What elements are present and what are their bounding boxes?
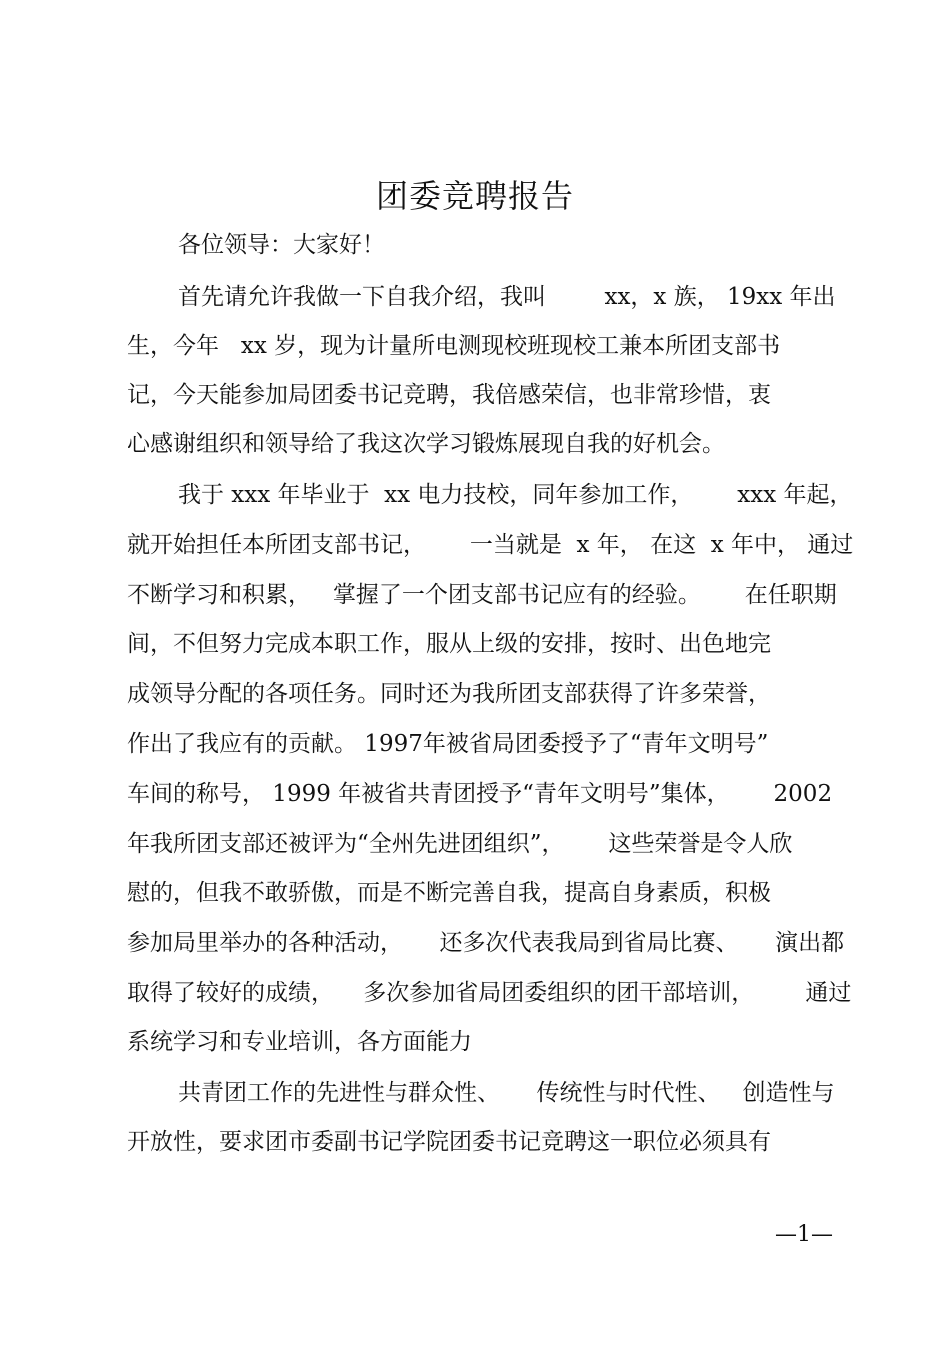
greeting-line: 各位领导：大家好！: [178, 232, 385, 258]
body-line: 参加局里举办的各种活动， 还多次代表我局到省局比赛、 演出都: [127, 930, 845, 956]
body-line: 生，今年 xx 岁，现为计量所电测现校班现校工兼本所团支部书: [127, 333, 781, 359]
body-line: 我于 xxx 年毕业于 xx 电力技校，同年参加工作， xxx 年起，: [178, 482, 853, 508]
body-line: 不断学习和积累， 掌握了一个团支部书记应有的经验。 在任职期: [127, 582, 837, 608]
page-number: —1—: [775, 1222, 833, 1247]
body-line: 车间的称号， 1999 年被省共青团授予“青年文明号”集体， 2002: [127, 781, 833, 807]
body-line: 慰的，但我不敢骄傲，而是不断完善自我，提高自身素质，积极: [127, 880, 771, 906]
body-line: 作出了我应有的贡献。 1997年被省局团委授予了“青年文明号”: [127, 731, 769, 757]
body-line: 取得了较好的成绩， 多次参加省局团委组织的团干部培训， 通过: [127, 980, 852, 1006]
body-line: 年我所团支部还被评为“全州先进团组织”， 这些荣誉是令人欣: [127, 831, 793, 857]
body-line: 系统学习和专业培训，各方面能力: [127, 1029, 472, 1055]
body-line: 心感谢组织和领导给了我这次学习锻炼展现自我的好机会。: [127, 431, 725, 457]
body-line: 首先请允许我做一下自我介绍，我叫 xx，x 族， 19xx 年出: [178, 284, 836, 310]
body-line: 成领导分配的各项任务。同时还为我所团支部获得了许多荣誉，: [127, 681, 771, 707]
body-line: 共青团工作的先进性与群众性、 传统性与时代性、 创造性与: [178, 1080, 835, 1106]
document-title: 团委竞聘报告: [375, 177, 574, 215]
body-line: 间，不但努力完成本职工作，服从上级的安排，按时、出色地完: [127, 631, 771, 657]
body-line: 就开始担任本所团支部书记， 一当就是 x 年， 在这 x 年中， 通过: [127, 532, 854, 558]
body-line: 开放性，要求团市委副书记学院团委书记竞聘这一职位必须具有: [127, 1129, 771, 1155]
body-line: 记，今天能参加局团委书记竞聘，我倍感荣信，也非常珍惜，衷: [127, 382, 771, 408]
